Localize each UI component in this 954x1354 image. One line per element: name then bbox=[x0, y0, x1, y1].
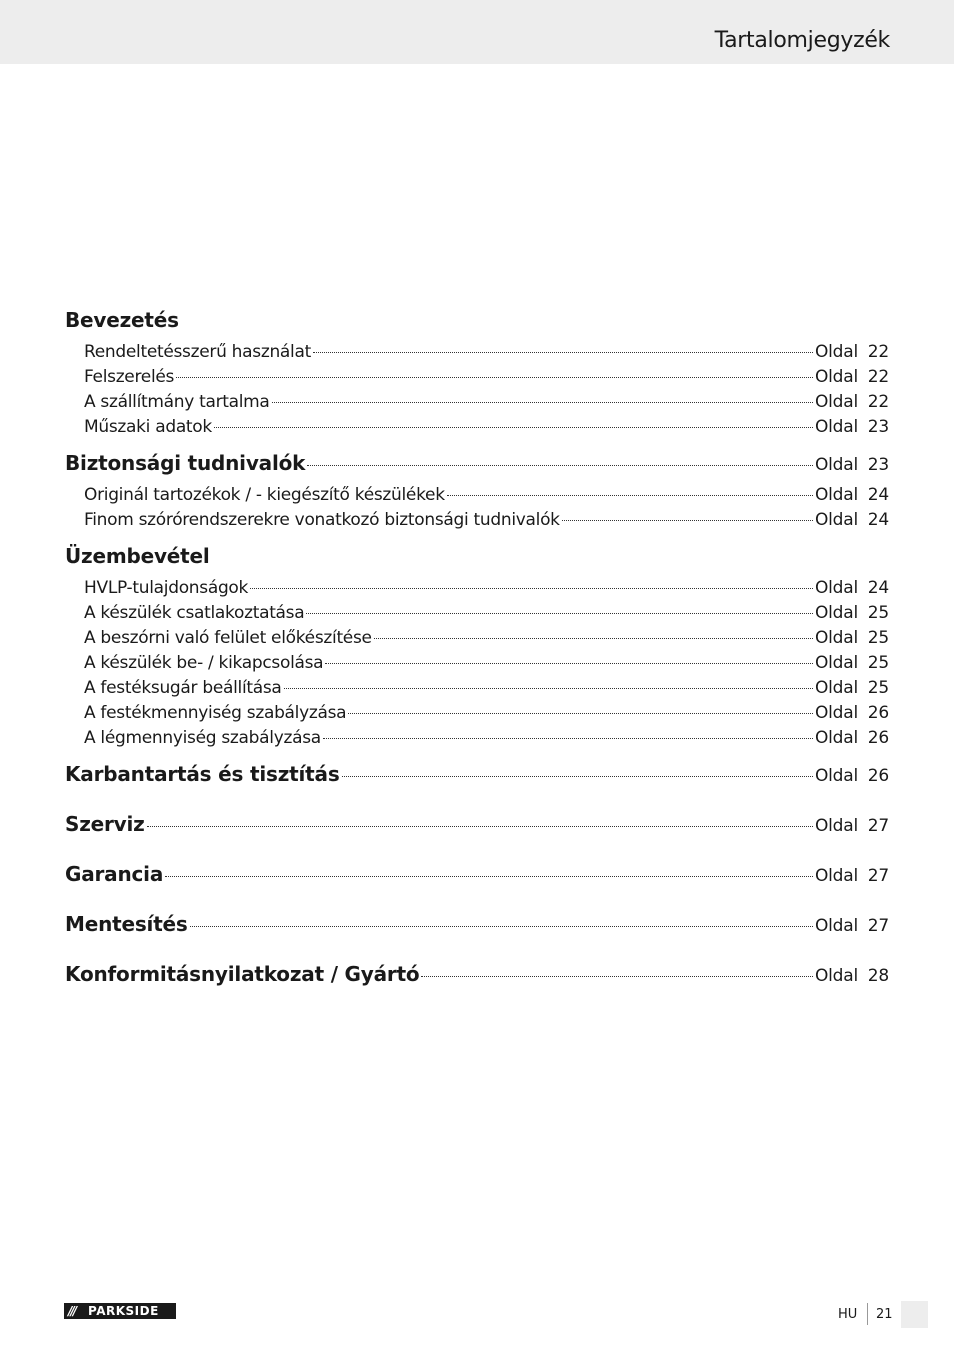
dot-leader bbox=[342, 776, 813, 777]
dot-leader bbox=[323, 738, 813, 739]
toc-section-heading[interactable] bbox=[65, 862, 889, 896]
page-reference bbox=[815, 628, 889, 648]
page-reference bbox=[815, 678, 889, 698]
entry-label: A festéksugár beállítása bbox=[84, 678, 282, 698]
page-reference bbox=[815, 766, 889, 786]
section-title: Garancia bbox=[65, 862, 164, 886]
toc-entry[interactable] bbox=[65, 342, 889, 367]
page-number-ref: 27 bbox=[867, 816, 889, 836]
page-number-ref: 22 bbox=[867, 392, 889, 412]
dot-leader bbox=[325, 663, 813, 664]
page-reference bbox=[815, 342, 889, 362]
page-word: Oldal bbox=[814, 816, 858, 836]
dot-leader bbox=[447, 495, 813, 496]
page-word: Oldal bbox=[814, 678, 858, 698]
footer-divider bbox=[867, 1303, 868, 1325]
page-word: Oldal bbox=[814, 866, 858, 886]
toc-entry[interactable] bbox=[65, 392, 889, 417]
toc-entry[interactable] bbox=[65, 485, 889, 510]
dot-leader bbox=[313, 352, 813, 353]
page-number-ref: 22 bbox=[867, 367, 889, 387]
toc-entry[interactable] bbox=[65, 417, 889, 442]
entry-label: Originál tartozékok / - kiegészítő készülékek bbox=[84, 485, 445, 505]
page-reference bbox=[815, 653, 889, 673]
toc-section-heading[interactable] bbox=[65, 762, 889, 796]
table-of-contents bbox=[65, 308, 889, 1012]
section-title: Szerviz bbox=[65, 812, 145, 836]
toc-section bbox=[65, 762, 889, 796]
toc-entry[interactable] bbox=[65, 603, 889, 628]
section-title: Bevezetés bbox=[65, 308, 179, 332]
toc-entry[interactable] bbox=[65, 728, 889, 753]
section-title: Karbantartás és tisztítás bbox=[65, 762, 340, 786]
page-number-ref: 26 bbox=[867, 703, 889, 723]
page-title: Tartalomjegyzék bbox=[714, 28, 890, 53]
section-title: Mentesítés bbox=[65, 912, 188, 936]
page-reference bbox=[815, 392, 889, 412]
page-number-ref: 23 bbox=[867, 417, 889, 437]
toc-entry[interactable] bbox=[65, 510, 889, 535]
page-reference bbox=[815, 417, 889, 437]
toc-entry[interactable] bbox=[65, 703, 889, 728]
dot-leader bbox=[214, 427, 813, 428]
page-word: Oldal bbox=[814, 485, 858, 505]
page-word: Oldal bbox=[814, 766, 858, 786]
dot-leader bbox=[284, 688, 813, 689]
page-number-ref: 27 bbox=[867, 916, 889, 936]
page-word: Oldal bbox=[814, 578, 858, 598]
dot-leader bbox=[307, 465, 813, 466]
entry-label: A beszórni való felület előkészítése bbox=[84, 628, 372, 648]
dot-leader bbox=[165, 876, 813, 877]
entry-label: Finom szórórendszerekre vonatkozó biztonsági tudnivalók bbox=[84, 510, 560, 530]
section-title: Konformitásnyilatkozat / Gyártó bbox=[65, 962, 420, 986]
toc-section bbox=[65, 912, 889, 946]
page-number-ref: 27 bbox=[867, 866, 889, 886]
dot-leader bbox=[562, 520, 813, 521]
parkside-logo bbox=[64, 1303, 176, 1319]
page-word: Oldal bbox=[814, 342, 858, 362]
page-word: Oldal bbox=[814, 628, 858, 648]
page-word: Oldal bbox=[814, 510, 858, 530]
page-number-ref: 26 bbox=[867, 766, 889, 786]
page-number-ref: 25 bbox=[867, 653, 889, 673]
entry-label: Felszerelés bbox=[84, 367, 175, 387]
page-word: Oldal bbox=[814, 916, 858, 936]
dot-leader bbox=[306, 613, 813, 614]
toc-section bbox=[65, 544, 889, 753]
dot-leader bbox=[147, 826, 813, 827]
entry-label: A készülék be- / kikapcsolása bbox=[84, 653, 324, 673]
page-word: Oldal bbox=[814, 392, 858, 412]
page-word: Oldal bbox=[814, 367, 858, 387]
toc-section-heading[interactable] bbox=[65, 451, 889, 485]
page-reference bbox=[815, 603, 889, 623]
entry-label: Rendeltetésszerű használat bbox=[84, 342, 311, 362]
dot-leader bbox=[176, 377, 813, 378]
page-reference bbox=[815, 866, 889, 886]
toc-section-heading[interactable] bbox=[65, 308, 889, 342]
entry-label: A készülék csatlakoztatása bbox=[84, 603, 305, 623]
page-word: Oldal bbox=[814, 455, 858, 475]
page-number-ref: 24 bbox=[867, 485, 889, 505]
page-number-ref: 26 bbox=[867, 728, 889, 748]
entry-label: A légmennyiség szabályzása bbox=[84, 728, 321, 748]
toc-section-heading[interactable] bbox=[65, 912, 889, 946]
dot-leader bbox=[272, 402, 813, 403]
toc-section bbox=[65, 962, 889, 996]
page-reference bbox=[815, 455, 889, 475]
page-number-ref: 24 bbox=[867, 510, 889, 530]
logo-text: PARKSIDE bbox=[88, 1304, 159, 1318]
header-band bbox=[0, 0, 954, 64]
page-reference bbox=[815, 703, 889, 723]
page-reference bbox=[815, 916, 889, 936]
page-word: Oldal bbox=[814, 703, 858, 723]
page-reference bbox=[815, 816, 889, 836]
toc-section bbox=[65, 308, 889, 442]
page-number-ref: 24 bbox=[867, 578, 889, 598]
dot-leader bbox=[250, 588, 813, 589]
toc-section bbox=[65, 451, 889, 535]
dot-leader bbox=[374, 638, 813, 639]
page-reference bbox=[815, 966, 889, 986]
dot-leader bbox=[421, 976, 812, 977]
footer-tab-marker bbox=[901, 1301, 928, 1328]
toc-section-heading[interactable] bbox=[65, 544, 889, 578]
page-word: Oldal bbox=[814, 966, 858, 986]
page-number-ref: 22 bbox=[867, 342, 889, 362]
toc-entry[interactable] bbox=[65, 628, 889, 653]
dot-leader bbox=[348, 713, 813, 714]
entry-label: HVLP-tulajdonságok bbox=[84, 578, 249, 598]
page-word: Oldal bbox=[814, 728, 858, 748]
page-number: 21 bbox=[876, 1307, 893, 1322]
toc-entry[interactable] bbox=[65, 578, 889, 603]
page-reference bbox=[815, 728, 889, 748]
page-number-ref: 23 bbox=[867, 455, 889, 475]
page-number-ref: 25 bbox=[867, 603, 889, 623]
toc-entry[interactable] bbox=[65, 653, 889, 678]
entry-label: Műszaki adatok bbox=[84, 417, 212, 437]
toc-section-heading[interactable] bbox=[65, 812, 889, 846]
toc-section bbox=[65, 862, 889, 896]
logo-slashes: /// bbox=[68, 1304, 76, 1318]
entry-label: A festékmennyiség szabályzása bbox=[84, 703, 347, 723]
page-number-ref: 25 bbox=[867, 628, 889, 648]
language-code: HU bbox=[838, 1307, 858, 1322]
toc-section bbox=[65, 812, 889, 846]
page-word: Oldal bbox=[814, 603, 858, 623]
section-title: Biztonsági tudnivalók bbox=[65, 451, 306, 475]
page-number-ref: 28 bbox=[867, 966, 889, 986]
page-number-ref: 25 bbox=[867, 678, 889, 698]
toc-section-heading[interactable] bbox=[65, 962, 889, 996]
page-reference bbox=[815, 485, 889, 505]
toc-entry[interactable] bbox=[65, 678, 889, 703]
entry-label: A szállítmány tartalma bbox=[84, 392, 270, 412]
page-word: Oldal bbox=[814, 417, 858, 437]
section-title: Üzembevétel bbox=[65, 544, 210, 568]
page-reference bbox=[815, 510, 889, 530]
dot-leader bbox=[190, 926, 813, 927]
page-reference bbox=[815, 367, 889, 387]
toc-entry[interactable] bbox=[65, 367, 889, 392]
page-reference bbox=[815, 578, 889, 598]
page-word: Oldal bbox=[814, 653, 858, 673]
